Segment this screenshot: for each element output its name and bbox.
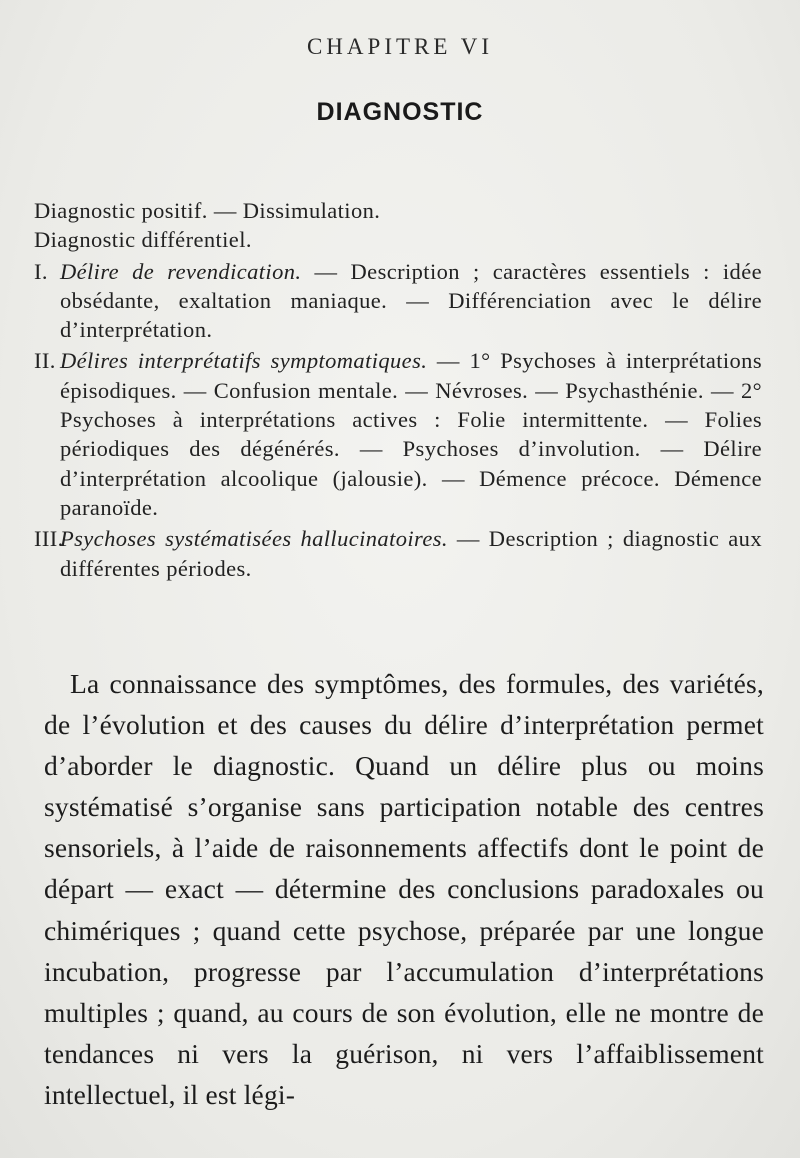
item-text: — Description ; diagnostic aux différentes périodes.	[60, 526, 762, 581]
item-heading: Délire de revendication.	[60, 258, 302, 284]
item-heading: Psychoses systématisées hallucinatoires.	[60, 526, 448, 552]
chapter-summary	[34, 196, 762, 583]
summary-line: Diagnostic différentiel.	[34, 227, 252, 253]
chapter-heading: CHAPITRE VI	[306, 34, 494, 59]
summary-line: Diagnostic positif. — Dissimulation.	[34, 198, 381, 223]
item-text: — 1° Psychoses à interprétations épisodiques. — Confusion mentale. — Névroses. — Psychasthénie. — 2° Psychoses à interprétations actives : Folie intermittente. — Folies périodiques des dégénérés. — Psychoses d’involution. — Délire d’interprétation alcoolique (jalousie). — Démence précoce. Démence paranoïde.	[60, 348, 762, 520]
item-text: — Description ; caractères essentiels : idée obsédante, exaltation maniaque. — Différenciation avec le délire d’interprétation.	[60, 258, 762, 343]
summary-item	[34, 524, 762, 583]
body-paragraph: La connaissance des symptômes, des formules, des variétés, de l’évolution et des causes du délire d’interprétation permet d’aborder le diagnostic. Quand un délire plus ou moins systématisé s’organise sans participation notable des centres sensoriels, à l’aide de raisonnements affectifs dont le point de départ — exact — détermine des conclusions paradoxales ou chimériques ; quand cette psychose, préparée par une longue incubation, progresse par l’accumulation d’interprétations multiples ; quand, au cours de son évolution, elle ne montre de tendances ni vers la guérison, ni vers l’affaiblissement intellectuel, il est légi-	[44, 668, 764, 1110]
item-number: I.	[34, 258, 48, 284]
item-heading: Délires interprétatifs symptomatiques.	[60, 348, 428, 374]
item-number: III.	[34, 526, 64, 552]
chapter-title: DIAGNOSTIC	[316, 98, 484, 126]
summary-item	[34, 346, 762, 522]
summary-item	[34, 257, 762, 345]
item-number: II.	[34, 348, 56, 374]
